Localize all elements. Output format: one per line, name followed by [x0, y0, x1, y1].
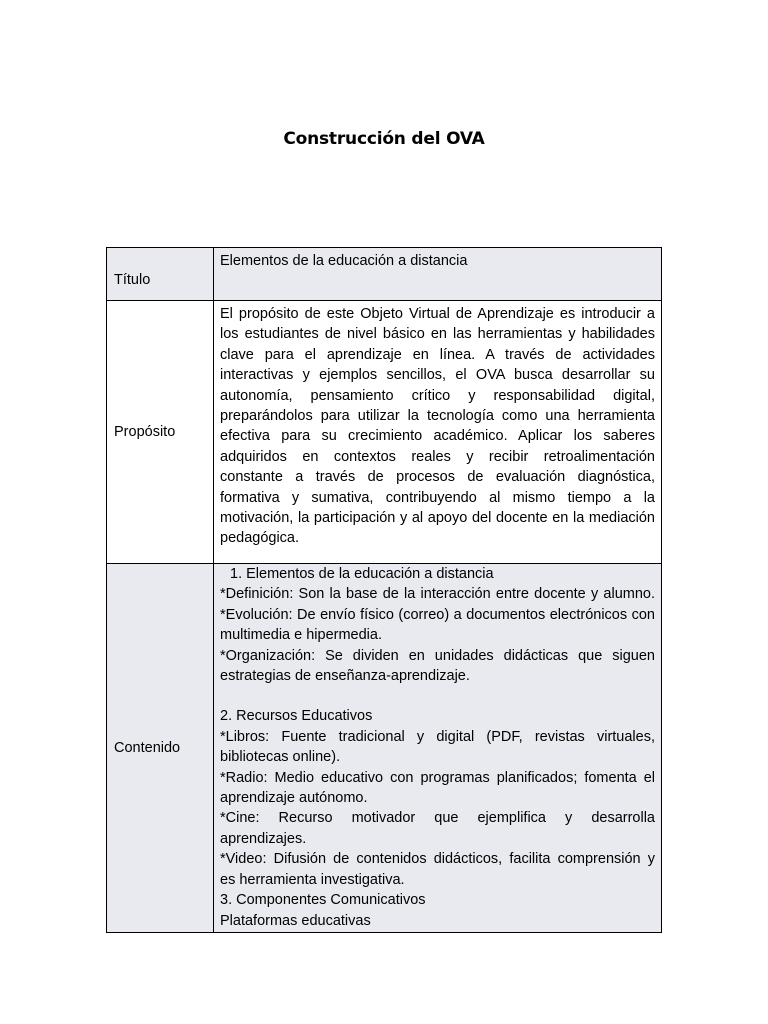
row-label-proposito: Propósito — [107, 301, 214, 564]
contenido-line: *Video: Difusión de contenidos didácticos, facilita comprensión y — [220, 851, 655, 868]
table-row-proposito — [107, 301, 662, 564]
contenido-line: *Cine: Recurso motivador que ejemplifica y desarrolla — [220, 810, 655, 827]
proposito-line: interactivas y ejemplos sencillos, el OVA busca desarrollar su — [220, 367, 655, 384]
table-row-contenido — [107, 564, 662, 933]
proposito-line: efectiva para su crecimiento académico. Aplicar los saberes — [220, 428, 655, 445]
contenido-line: Plataformas educativas — [220, 912, 371, 929]
row-value-proposito — [214, 301, 662, 564]
row-label-contenido: Contenido — [107, 564, 214, 933]
contenido-heading: 2. Recursos Educativos — [220, 708, 373, 725]
proposito-line: pedagógica. — [220, 530, 300, 547]
contenido-line: es herramienta investigativa. — [220, 871, 405, 888]
contenido-line: *Evolución: De envío físico (correo) a documentos electrónicos con — [220, 606, 655, 623]
contenido-line: *Definición: Son la base de la interacción entre docente y alumno. — [220, 586, 655, 603]
proposito-line: El propósito de este Objeto Virtual de Aprendizaje es introducir a — [220, 306, 655, 322]
row-label-titulo: Título — [107, 248, 214, 301]
page-title: Construcción del OVA — [283, 129, 485, 149]
proposito-line: adquiridos en contextos reales y recibir retroalimentación — [220, 448, 655, 465]
contenido-heading: 1. Elementos de la educación a distancia — [230, 566, 494, 582]
proposito-line: motivación, la participación y al apoyo del docente en la mediación — [220, 510, 655, 527]
row-value-titulo: Elementos de la educación a distancia — [214, 248, 662, 301]
contenido-heading: 3. Componentes Comunicativos — [220, 892, 426, 909]
contenido-line: aprendizajes. — [220, 830, 307, 847]
table-row-titulo — [107, 248, 662, 301]
contenido-blank-line — [220, 686, 655, 706]
contenido-line: aprendizaje autónomo. — [220, 790, 368, 807]
contenido-line: bibliotecas online). — [220, 749, 341, 766]
proposito-line: clave para el aprendizaje en línea. A través de actividades — [220, 346, 655, 363]
contenido-line: *Radio: Medio educativo con programas planificados; fomenta el — [220, 769, 655, 786]
proposito-line: los estudiantes de nivel básico en las herramientas y habilidades — [220, 326, 655, 343]
ova-table — [106, 247, 662, 933]
contenido-line: multimedia e hipermedia. — [220, 627, 382, 644]
proposito-line: formativa y sumativa, contribuyendo al mismo tiempo a la — [220, 489, 655, 506]
row-value-contenido — [214, 564, 662, 933]
proposito-line: constante a través de procesos de evaluación diagnóstica, — [220, 469, 655, 486]
proposito-line: autonomía, pensamiento crítico y responsabilidad digital, — [220, 387, 655, 404]
contenido-line: *Libros: Fuente tradicional y digital (PDF, revistas virtuales, — [220, 728, 655, 745]
proposito-line: preparándolos para utilizar la tecnología como una herramienta — [220, 408, 655, 425]
contenido-line: estrategias de enseñanza-aprendizaje. — [220, 668, 470, 685]
contenido-line: *Organización: Se dividen en unidades didácticas que siguen — [220, 647, 655, 664]
